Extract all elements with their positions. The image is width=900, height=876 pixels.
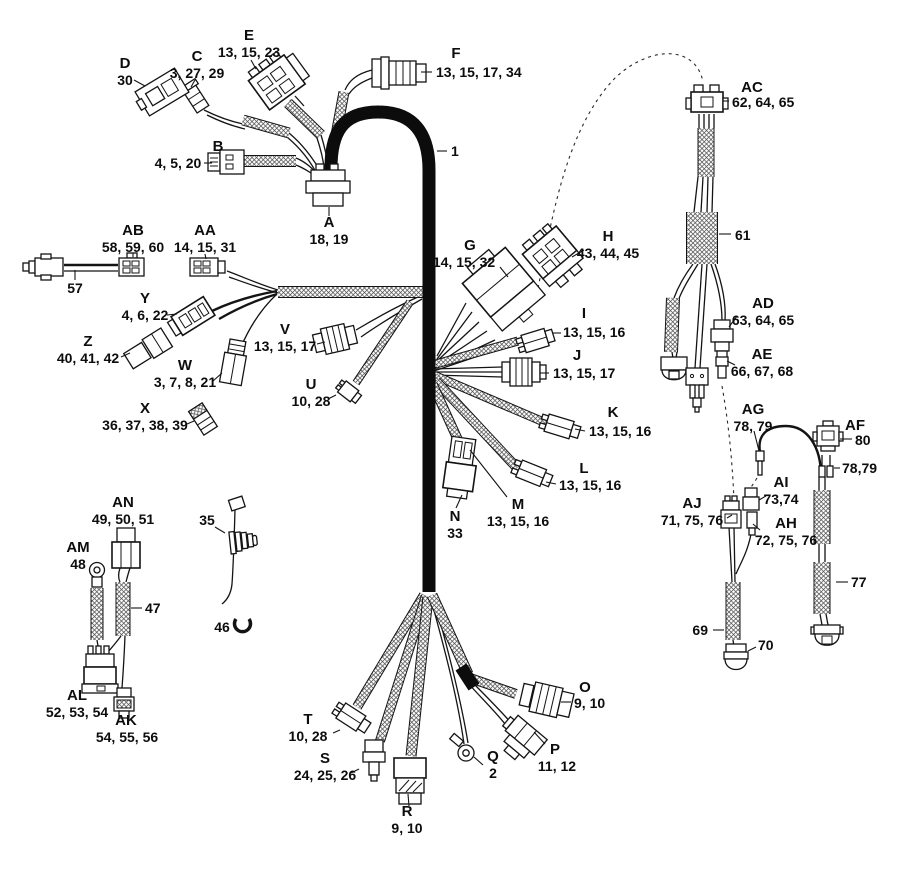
callout-h-letter: H xyxy=(602,228,614,245)
connector-x xyxy=(189,403,218,435)
callout-c-letter: C xyxy=(191,48,203,65)
callout-al-letter: AL xyxy=(67,687,87,704)
callout-ag-parts: 78, 79 xyxy=(733,418,773,434)
callout-j-parts: 13, 15, 17 xyxy=(553,365,616,381)
callout-t-parts: 10, 28 xyxy=(288,728,328,744)
callout-r-parts: 9, 10 xyxy=(391,820,423,836)
callout-g-parts: 14, 15, 32 xyxy=(432,254,496,270)
callout-ah-letter: AH xyxy=(775,515,797,532)
connector-v xyxy=(312,322,359,357)
connector-a xyxy=(306,164,350,206)
callout-p-parts: 11, 12 xyxy=(537,758,577,774)
callout-s-parts: 24, 25, 26 xyxy=(293,767,357,783)
callout-p-letter: P xyxy=(549,741,561,758)
connector-af xyxy=(813,421,843,451)
callout-k-letter: K xyxy=(607,404,619,421)
callout-af-letter: AF xyxy=(845,417,865,434)
connector-aj xyxy=(721,496,741,528)
callout-w-parts: 3, 7, 8, 21 xyxy=(153,374,217,390)
callout-ae-letter: AE xyxy=(751,346,773,363)
callout-ab-letter: AB xyxy=(122,222,144,239)
callout-r-letter: R xyxy=(401,803,413,820)
callout-n-parts: 33 xyxy=(447,525,463,541)
ref-69: 69 xyxy=(692,622,708,638)
callout-z-letter: Z xyxy=(83,333,93,350)
connector-ac xyxy=(686,85,728,112)
connector-w xyxy=(220,338,249,385)
callout-a-letter: A xyxy=(323,214,335,231)
callout-labels xyxy=(46,27,877,836)
connector-ab-plug xyxy=(23,254,63,280)
callout-am-letter: AM xyxy=(66,539,90,556)
ref-1: 1 xyxy=(451,143,459,159)
callout-o-parts: 9, 10 xyxy=(574,695,606,711)
callout-aa-parts: 14, 15, 31 xyxy=(173,239,237,255)
callout-an-letter: AN xyxy=(112,494,134,511)
connector-q-ring-terminal xyxy=(450,733,474,761)
connector-78-79-terminals xyxy=(819,455,833,477)
connector-s xyxy=(363,740,385,781)
callout-w-letter: W xyxy=(177,357,193,374)
callout-a-parts: 18, 19 xyxy=(309,231,349,247)
callout-y-letter: Y xyxy=(139,290,151,307)
callout-u-parts: 10, 28 xyxy=(291,393,331,409)
connector-aa xyxy=(190,258,225,276)
callout-x-parts: 36, 37, 38, 39 xyxy=(102,417,188,433)
callout-an-parts: 49, 50, 51 xyxy=(91,511,155,527)
callout-ae-parts: 66, 67, 68 xyxy=(730,363,794,379)
callout-k-parts: 13, 15, 16 xyxy=(589,423,652,439)
ref-70: 70 xyxy=(758,637,774,653)
connector-an xyxy=(112,528,140,568)
item-35-fastener xyxy=(228,496,258,554)
callout-v-letter: V xyxy=(279,321,291,338)
callout-am-parts: 48 xyxy=(70,556,86,572)
callout-aj-parts: 71, 75, 76 xyxy=(660,512,724,528)
connector-k xyxy=(538,412,582,441)
ref-47: 47 xyxy=(145,600,161,616)
connector-i xyxy=(515,326,556,354)
callout-ac-letter: AC xyxy=(741,79,763,96)
callout-q-parts: 2 xyxy=(489,765,497,781)
connector-t xyxy=(331,700,373,736)
callout-e-letter: E xyxy=(243,27,255,44)
callout-e-parts: 13, 15, 23 xyxy=(217,44,281,60)
ref-46: 46 xyxy=(214,619,230,635)
callout-q-letter: Q xyxy=(487,748,499,765)
callout-s-letter: S xyxy=(319,750,331,767)
callout-m-letter: M xyxy=(511,496,525,513)
ref-57: 57 xyxy=(67,280,83,296)
connector-z xyxy=(123,328,173,371)
callout-ak-parts: 54, 55, 56 xyxy=(95,729,159,745)
connector-ag-terminal xyxy=(756,451,764,475)
callout-aa-letter: AA xyxy=(194,222,216,239)
connector-y xyxy=(166,297,215,339)
callout-l-parts: 13, 15, 16 xyxy=(559,477,622,493)
callout-ai-parts: 73,74 xyxy=(763,491,799,507)
callout-ad-parts: 63, 64, 65 xyxy=(731,312,795,328)
callout-ah-parts: 72, 75, 76 xyxy=(754,532,818,548)
callout-t-letter: T xyxy=(303,711,313,728)
ref-78-79: 78,79 xyxy=(842,460,878,476)
callout-i-letter: I xyxy=(581,305,587,322)
callout-v-parts: 13, 15, 17 xyxy=(253,338,317,354)
connector-77-boot xyxy=(811,625,843,645)
callout-af-parts: 80 xyxy=(855,432,871,448)
callout-aj-letter: AJ xyxy=(682,495,702,512)
callout-j-letter: J xyxy=(572,347,582,364)
callout-ai-letter: AI xyxy=(773,474,789,491)
connector-61-left xyxy=(661,357,687,380)
ref-35: 35 xyxy=(199,512,215,528)
item-46-clamp xyxy=(235,619,251,632)
ref-77: 77 xyxy=(851,574,867,590)
callout-ak-letter: AK xyxy=(115,712,137,729)
callout-n-letter: N xyxy=(449,508,461,525)
connector-j xyxy=(502,358,546,386)
connector-o xyxy=(518,680,574,721)
ref-61: 61 xyxy=(735,227,751,243)
callout-i-parts: 13, 15, 16 xyxy=(563,324,626,340)
connector-ab xyxy=(119,253,144,276)
connector-70-cap xyxy=(724,644,748,670)
callout-ac-parts: 62, 64, 65 xyxy=(732,94,795,110)
callout-f-parts: 13, 15, 17, 34 xyxy=(436,64,522,80)
connector-al xyxy=(82,646,118,693)
callout-ag-letter: AG xyxy=(741,401,765,418)
callout-l-letter: L xyxy=(579,460,589,477)
callout-ab-parts: 58, 59, 60 xyxy=(101,239,165,255)
callout-z-parts: 40, 41, 42 xyxy=(56,350,120,366)
callout-f-letter: F xyxy=(451,45,461,62)
callout-y-parts: 4, 6, 22 xyxy=(121,307,169,323)
connector-am-ring xyxy=(90,563,105,588)
callout-al-parts: 52, 53, 54 xyxy=(45,704,109,720)
callout-m-parts: 13, 15, 16 xyxy=(486,513,550,529)
connector-f xyxy=(372,57,426,89)
callout-b-parts: 4, 5, 20 xyxy=(154,155,202,171)
callout-ad-letter: AD xyxy=(752,295,774,312)
callout-x-letter: X xyxy=(139,400,151,417)
callout-u-letter: U xyxy=(305,376,317,393)
callout-c-parts: 3, 27, 29 xyxy=(169,65,225,81)
callout-d-parts: 30 xyxy=(117,72,133,88)
connector-r xyxy=(394,758,426,804)
connector-ai xyxy=(743,488,759,510)
callout-g-letter: G xyxy=(464,237,476,254)
connector-l xyxy=(510,458,554,490)
callout-h-parts: 43, 44, 45 xyxy=(576,245,640,261)
callout-o-letter: O xyxy=(579,679,591,696)
callout-d-letter: D xyxy=(119,55,131,72)
callout-b-letter: B xyxy=(212,138,224,155)
connector-ae xyxy=(716,357,728,378)
connector-61-mid xyxy=(686,368,708,412)
connector-n xyxy=(442,436,480,500)
